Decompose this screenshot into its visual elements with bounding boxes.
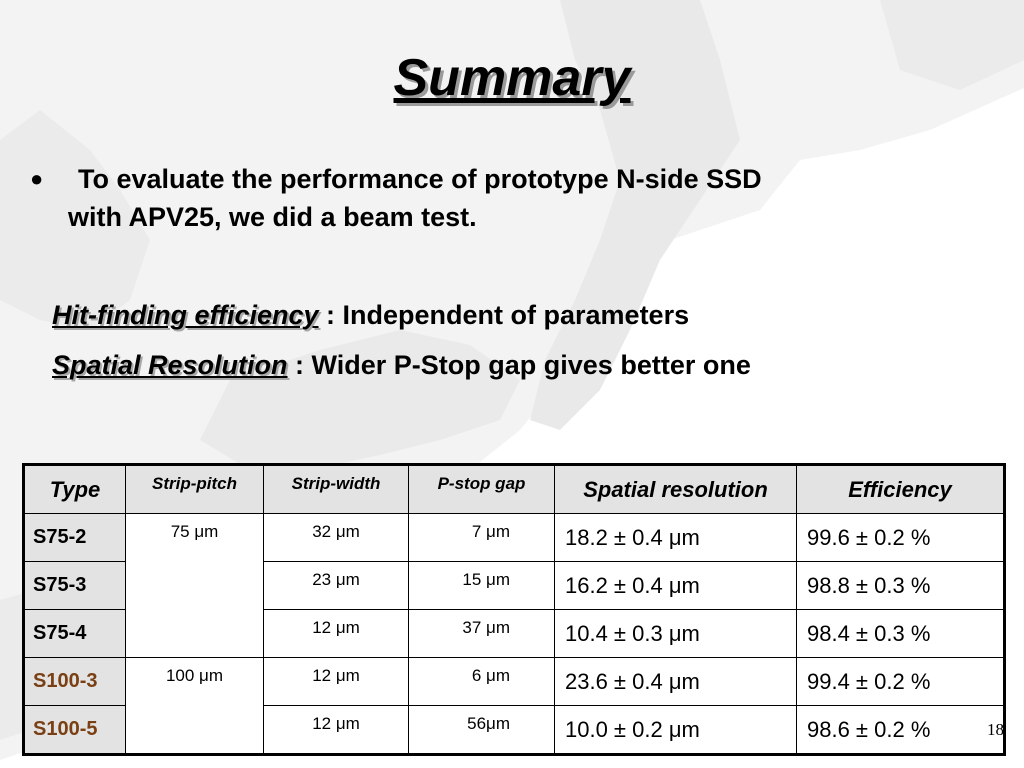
table-row	[24, 658, 1005, 706]
header-spatial-resolution: Spatial resolution	[555, 465, 797, 514]
cell-resolution: 23.6 ± 0.4 μm	[555, 658, 797, 706]
cell-strip-width: 12 μm	[264, 706, 409, 755]
header-pstop-gap: P-stop gap	[409, 465, 555, 514]
cell-type: S75-3	[24, 562, 126, 610]
cell-pstop-gap: 56μm	[409, 706, 555, 755]
cell-strip-pitch: 75 μm	[126, 514, 264, 658]
table-row	[24, 514, 1005, 562]
cell-resolution: 16.2 ± 0.4 μm	[555, 562, 797, 610]
cell-pstop-gap: 15 μm	[409, 562, 555, 610]
cell-resolution: 18.2 ± 0.4 μm	[555, 514, 797, 562]
cell-efficiency: 98.8 ± 0.3 %	[797, 562, 1005, 610]
cell-strip-width: 23 μm	[264, 562, 409, 610]
page-number: 18	[987, 720, 1004, 739]
slide-title: Summary	[393, 49, 631, 107]
intro-line-1: To evaluate the performance of prototype N-side SSD	[78, 164, 762, 194]
header-strip-width: Strip-width	[264, 465, 409, 514]
point-hit-finding	[52, 300, 689, 331]
cell-strip-width: 12 μm	[264, 610, 409, 658]
header-efficiency: Efficiency	[797, 465, 1005, 514]
cell-efficiency: 99.6 ± 0.2 %	[797, 514, 1005, 562]
cell-efficiency: 99.4 ± 0.2 %	[797, 658, 1005, 706]
cell-resolution: 10.4 ± 0.3 μm	[555, 610, 797, 658]
intro-bullet-text	[70, 160, 970, 236]
point-text: : Independent of parameters	[318, 300, 690, 330]
cell-type: S100-5	[24, 706, 126, 755]
cell-type: S75-2	[24, 514, 126, 562]
cell-strip-pitch: 100 μm	[126, 658, 264, 755]
cell-pstop-gap: 7 μm	[409, 514, 555, 562]
cell-strip-width: 12 μm	[264, 658, 409, 706]
cell-pstop-gap: 37 μm	[409, 610, 555, 658]
cell-efficiency: 98.6 ± 0.2 %	[797, 706, 1005, 755]
cell-type: S100-3	[24, 658, 126, 706]
point-text: : Wider P-Stop gap gives better one	[287, 350, 751, 380]
cell-efficiency: 98.4 ± 0.3 %	[797, 610, 1005, 658]
point-term: Spatial Resolution	[52, 350, 288, 380]
cell-strip-width: 32 μm	[264, 514, 409, 562]
table-header-row	[24, 465, 1005, 514]
header-strip-pitch: Strip-pitch	[126, 465, 264, 514]
point-term: Hit-finding efficiency	[52, 300, 319, 330]
intro-line-2: with APV25, we did a beam test.	[68, 202, 477, 232]
cell-resolution: 10.0 ± 0.2 μm	[555, 706, 797, 755]
header-type: Type	[24, 465, 126, 514]
cell-pstop-gap: 6 μm	[409, 658, 555, 706]
bullet-icon: ●	[30, 166, 44, 191]
point-spatial-resolution	[52, 350, 751, 381]
results-table	[22, 463, 1006, 756]
cell-type: S75-4	[24, 610, 126, 658]
